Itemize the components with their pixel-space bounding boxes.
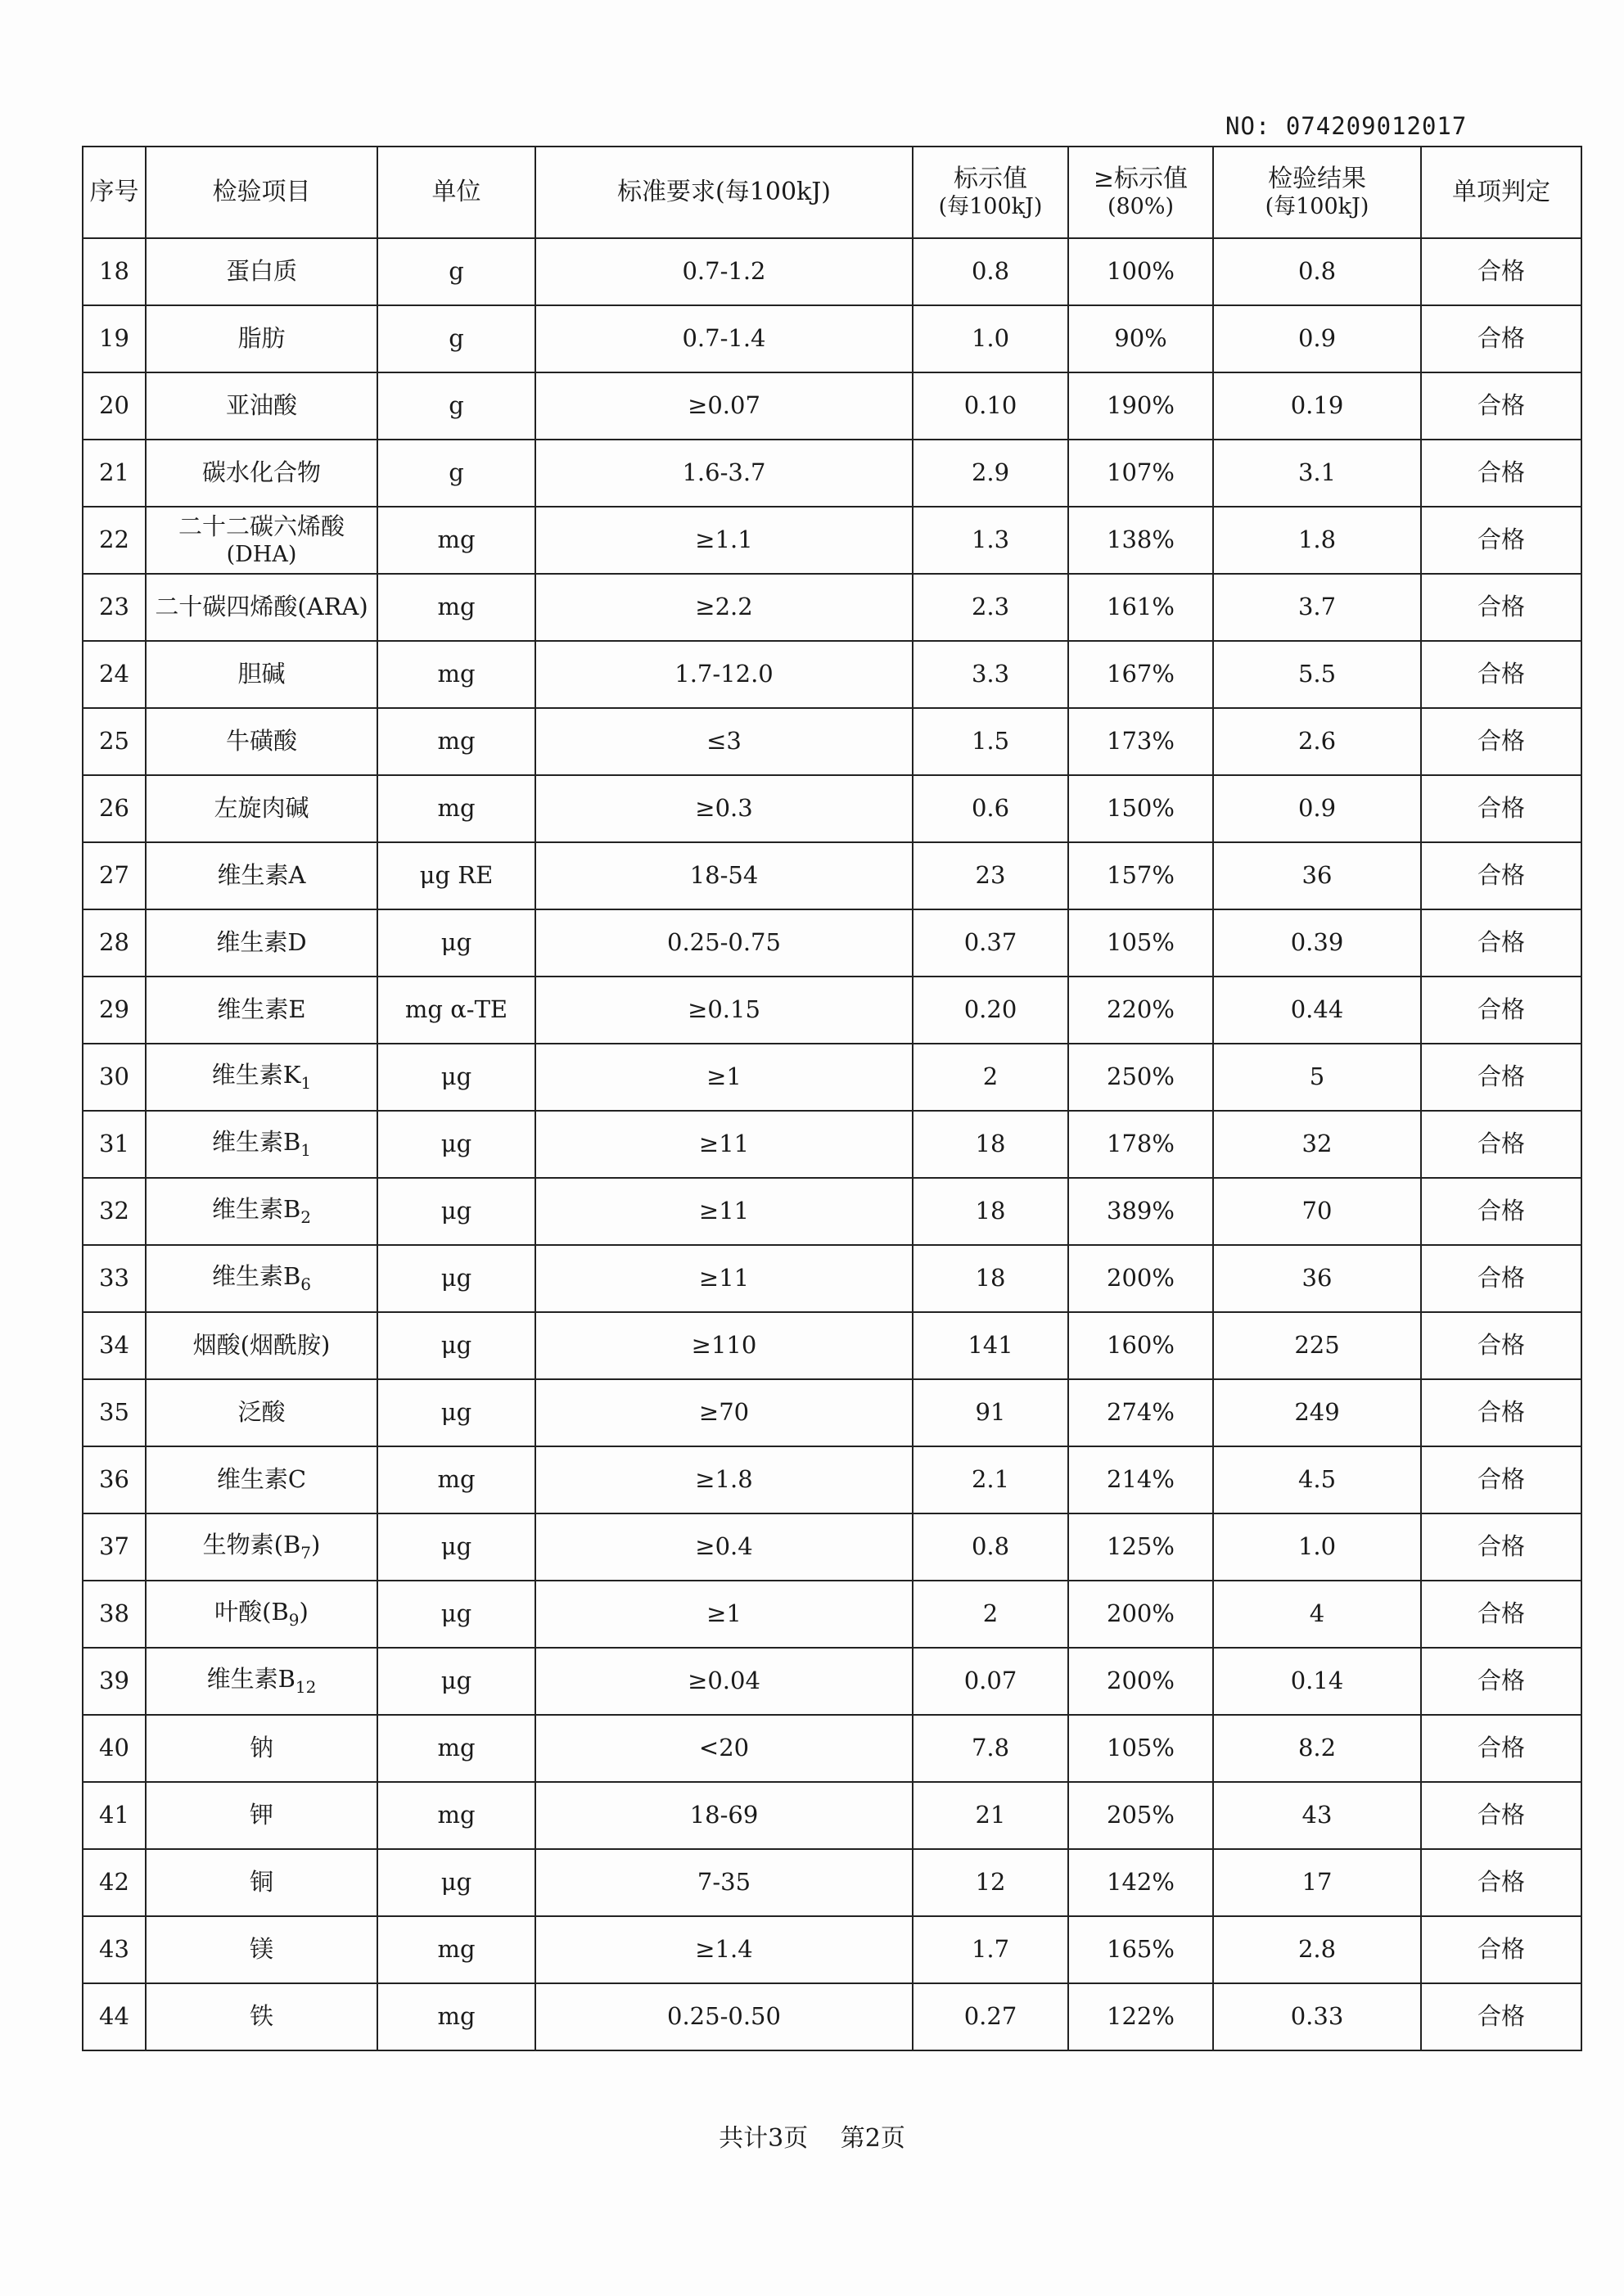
labeled-value-cell: 18 (913, 1178, 1068, 1245)
item-cell (146, 574, 377, 641)
item-cell (146, 1111, 377, 1178)
labeled-value-cell: 0.37 (913, 909, 1068, 977)
item-name: 生物素(B (202, 1531, 301, 1559)
table-row (83, 1916, 1581, 1983)
result-cell: 3.1 (1213, 440, 1421, 507)
header-result-main: 检验结果 (1268, 164, 1366, 193)
unit-cell: μg (377, 1648, 535, 1715)
item-subscript: 9 (288, 1609, 300, 1630)
labeled-value-cell: 1.3 (913, 507, 1068, 574)
item-name: 维生素B (211, 1262, 301, 1291)
ratio-cell: 161% (1068, 574, 1213, 641)
result-cell: 4 (1213, 1581, 1421, 1648)
ratio-cell: 107% (1068, 440, 1213, 507)
item-name: 左旋肉碱 (214, 794, 309, 823)
item-name: 钠 (249, 1734, 273, 1762)
result-cell: 3.7 (1213, 574, 1421, 641)
standard-cell: ≥110 (535, 1312, 913, 1379)
table-row (83, 1312, 1581, 1379)
item-cell (146, 1983, 377, 2050)
ratio-cell: 142% (1068, 1849, 1213, 1916)
seq-cell: 32 (83, 1178, 146, 1245)
unit-cell: g (377, 238, 535, 305)
ratio-cell: 214% (1068, 1446, 1213, 1513)
ratio-cell: 157% (1068, 842, 1213, 909)
header-item: 检验项目 (146, 147, 377, 238)
ratio-cell: 167% (1068, 641, 1213, 708)
verdict-cell: 合格 (1421, 1379, 1581, 1446)
standard-cell: 1.6-3.7 (535, 440, 913, 507)
labeled-value-cell: 0.8 (913, 238, 1068, 305)
table-row (83, 708, 1581, 775)
ratio-cell: 150% (1068, 775, 1213, 842)
labeled-value-cell: 3.3 (913, 641, 1068, 708)
ratio-cell: 274% (1068, 1379, 1213, 1446)
verdict-cell: 合格 (1421, 842, 1581, 909)
standard-cell: ≥0.3 (535, 775, 913, 842)
unit-cell: g (377, 372, 535, 440)
item-cell (146, 1782, 377, 1849)
verdict-cell: 合格 (1421, 775, 1581, 842)
header-ratio-main: ≥标示值 (1093, 164, 1189, 193)
standard-cell: ≥1 (535, 1581, 913, 1648)
item-cell (146, 440, 377, 507)
standard-cell: 7-35 (535, 1849, 913, 1916)
unit-cell: μg (377, 909, 535, 977)
standard-cell: ≥11 (535, 1111, 913, 1178)
seq-cell: 31 (83, 1111, 146, 1178)
labeled-value-cell: 0.8 (913, 1513, 1068, 1581)
result-cell: 36 (1213, 842, 1421, 909)
standard-cell: ≥0.15 (535, 977, 913, 1044)
verdict-cell: 合格 (1421, 1312, 1581, 1379)
seq-cell: 20 (83, 372, 146, 440)
unit-cell: mg (377, 1983, 535, 2050)
standard-cell: 0.7-1.4 (535, 305, 913, 372)
unit-cell: μg (377, 1581, 535, 1648)
table-row (83, 641, 1581, 708)
item-cell (146, 507, 377, 574)
verdict-cell: 合格 (1421, 1245, 1581, 1312)
verdict-cell: 合格 (1421, 507, 1581, 574)
ratio-cell: 138% (1068, 507, 1213, 574)
seq-cell: 29 (83, 977, 146, 1044)
unit-cell: μg (377, 1178, 535, 1245)
verdict-cell: 合格 (1421, 1782, 1581, 1849)
item-cell (146, 238, 377, 305)
result-cell: 32 (1213, 1111, 1421, 1178)
page-footer: 共计3页 第2页 (719, 2124, 905, 2153)
item-name: 维生素B (211, 1128, 301, 1157)
seq-cell: 22 (83, 507, 146, 574)
ratio-cell: 220% (1068, 977, 1213, 1044)
item-name: 胆碱 (237, 660, 286, 688)
standard-cell: ≥1.8 (535, 1446, 913, 1513)
result-cell: 43 (1213, 1782, 1421, 1849)
item-cell (146, 1513, 377, 1581)
labeled-value-cell: 91 (913, 1379, 1068, 1446)
item-name: 钾 (249, 1801, 273, 1829)
unit-cell: mg (377, 507, 535, 574)
table-row (83, 909, 1581, 977)
seq-cell: 27 (83, 842, 146, 909)
result-cell: 1.0 (1213, 1513, 1421, 1581)
seq-cell: 21 (83, 440, 146, 507)
unit-cell: μg (377, 1513, 535, 1581)
seq-cell: 40 (83, 1715, 146, 1782)
item-cell (146, 842, 377, 909)
inspection-results-table (82, 146, 1582, 2051)
header-ratio-sub: (80%) (1107, 193, 1175, 219)
result-cell: 8.2 (1213, 1715, 1421, 1782)
seq-cell: 37 (83, 1513, 146, 1581)
header-labeled-main: 标示值 (954, 164, 1027, 193)
item-name: 铜 (249, 1868, 273, 1897)
header-unit: 单位 (377, 147, 535, 238)
unit-cell: mg (377, 1715, 535, 1782)
ratio-cell: 165% (1068, 1916, 1213, 1983)
item-name-suffix: ) (311, 1531, 321, 1559)
ratio-cell: 100% (1068, 238, 1213, 305)
seq-cell: 18 (83, 238, 146, 305)
labeled-value-cell: 18 (913, 1111, 1068, 1178)
labeled-value-cell: 1.7 (913, 1916, 1068, 1983)
ratio-cell: 160% (1068, 1312, 1213, 1379)
standard-cell: <20 (535, 1715, 913, 1782)
unit-cell: g (377, 440, 535, 507)
table-row (83, 1782, 1581, 1849)
ratio-cell: 178% (1068, 1111, 1213, 1178)
labeled-value-cell: 2 (913, 1581, 1068, 1648)
ratio-cell: 125% (1068, 1513, 1213, 1581)
unit-cell: mg (377, 1916, 535, 1983)
verdict-cell: 合格 (1421, 909, 1581, 977)
labeled-value-cell: 0.20 (913, 977, 1068, 1044)
result-cell: 1.8 (1213, 507, 1421, 574)
header-standard: 标准要求(每100kJ) (535, 147, 913, 238)
unit-cell: mg (377, 775, 535, 842)
item-subscript: 6 (300, 1274, 312, 1294)
item-name: 烟酸(烟酰胺) (192, 1331, 331, 1360)
labeled-value-cell: 18 (913, 1245, 1068, 1312)
standard-cell: ≥11 (535, 1245, 913, 1312)
labeled-value-cell: 2 (913, 1044, 1068, 1111)
item-cell (146, 708, 377, 775)
table-row (83, 440, 1581, 507)
result-cell: 36 (1213, 1245, 1421, 1312)
ratio-cell: 200% (1068, 1245, 1213, 1312)
ratio-cell: 105% (1068, 1715, 1213, 1782)
item-cell (146, 1379, 377, 1446)
verdict-cell: 合格 (1421, 574, 1581, 641)
seq-cell: 43 (83, 1916, 146, 1983)
verdict-cell: 合格 (1421, 1916, 1581, 1983)
ratio-cell: 205% (1068, 1782, 1213, 1849)
result-cell: 0.19 (1213, 372, 1421, 440)
seq-cell: 44 (83, 1983, 146, 2050)
item-name-line2: (DHA) (226, 542, 297, 567)
ratio-cell: 250% (1068, 1044, 1213, 1111)
table-row (83, 1446, 1581, 1513)
seq-cell: 36 (83, 1446, 146, 1513)
result-cell: 0.9 (1213, 305, 1421, 372)
result-cell: 0.8 (1213, 238, 1421, 305)
seq-cell: 25 (83, 708, 146, 775)
item-subscript: 1 (300, 1139, 312, 1160)
item-name: 二十碳四烯酸(ARA) (155, 593, 368, 621)
table-row (83, 1513, 1581, 1581)
result-cell: 0.9 (1213, 775, 1421, 842)
unit-cell: μg (377, 1312, 535, 1379)
table-row (83, 775, 1581, 842)
seq-cell: 28 (83, 909, 146, 977)
item-subscript: 1 (300, 1072, 312, 1093)
item-cell (146, 1245, 377, 1312)
header-seq: 序号 (83, 147, 146, 238)
seq-cell: 33 (83, 1245, 146, 1312)
item-name: 蛋白质 (225, 257, 297, 286)
result-cell: 249 (1213, 1379, 1421, 1446)
ratio-cell: 200% (1068, 1581, 1213, 1648)
item-subscript: 7 (300, 1542, 312, 1563)
item-name: 维生素B (211, 1195, 301, 1224)
item-subscript: 12 (295, 1676, 317, 1697)
labeled-value-cell: 0.10 (913, 372, 1068, 440)
labeled-value-cell: 0.07 (913, 1648, 1068, 1715)
standard-cell: 18-54 (535, 842, 913, 909)
ratio-cell: 190% (1068, 372, 1213, 440)
item-name: 泛酸 (237, 1398, 286, 1427)
ratio-cell: 122% (1068, 1983, 1213, 2050)
seq-cell: 41 (83, 1782, 146, 1849)
table-row (83, 842, 1581, 909)
item-name: 碳水化合物 (201, 458, 321, 487)
verdict-cell: 合格 (1421, 1849, 1581, 1916)
unit-cell: μg (377, 1379, 535, 1446)
item-cell (146, 372, 377, 440)
result-cell: 225 (1213, 1312, 1421, 1379)
result-cell: 2.6 (1213, 708, 1421, 775)
item-name: 维生素E (217, 995, 306, 1024)
verdict-cell: 合格 (1421, 1983, 1581, 2050)
seq-cell: 24 (83, 641, 146, 708)
standard-cell: 1.7-12.0 (535, 641, 913, 708)
verdict-cell: 合格 (1421, 708, 1581, 775)
item-name: 脂肪 (237, 324, 286, 353)
unit-cell: μg (377, 1245, 535, 1312)
item-name: 镁 (249, 1935, 273, 1964)
verdict-cell: 合格 (1421, 977, 1581, 1044)
table-row (83, 574, 1581, 641)
item-cell (146, 1446, 377, 1513)
ratio-cell: 200% (1068, 1648, 1213, 1715)
labeled-value-cell: 1.5 (913, 708, 1068, 775)
result-cell: 2.8 (1213, 1916, 1421, 1983)
table-row (83, 977, 1581, 1044)
labeled-value-cell: 21 (913, 1782, 1068, 1849)
header-labeled-sub: (每100kJ) (938, 193, 1043, 219)
table-row (83, 1581, 1581, 1648)
table-row (83, 1849, 1581, 1916)
unit-cell: g (377, 305, 535, 372)
table-row (83, 1648, 1581, 1715)
standard-cell: ≥11 (535, 1178, 913, 1245)
table-row (83, 1111, 1581, 1178)
verdict-cell: 合格 (1421, 1715, 1581, 1782)
seq-cell: 26 (83, 775, 146, 842)
labeled-value-cell: 0.6 (913, 775, 1068, 842)
table-row (83, 238, 1581, 305)
unit-cell: mg (377, 641, 535, 708)
item-name: 叶酸(B (214, 1598, 289, 1626)
result-cell: 17 (1213, 1849, 1421, 1916)
standard-cell: ≥1.1 (535, 507, 913, 574)
labeled-value-cell: 2.1 (913, 1446, 1068, 1513)
labeled-value-cell: 23 (913, 842, 1068, 909)
standard-cell: ≥1.4 (535, 1916, 913, 1983)
item-name: 维生素C (216, 1465, 307, 1494)
table-row (83, 1245, 1581, 1312)
unit-cell: μg (377, 1111, 535, 1178)
seq-cell: 39 (83, 1648, 146, 1715)
seq-cell: 42 (83, 1849, 146, 1916)
result-cell: 70 (1213, 1178, 1421, 1245)
verdict-cell: 合格 (1421, 1178, 1581, 1245)
verdict-cell: 合格 (1421, 1513, 1581, 1581)
item-name-suffix: ) (299, 1598, 309, 1626)
table-row (83, 1715, 1581, 1782)
standard-cell: 0.25-0.75 (535, 909, 913, 977)
verdict-cell: 合格 (1421, 641, 1581, 708)
table-body (83, 238, 1581, 2050)
table-row (83, 1379, 1581, 1446)
verdict-cell: 合格 (1421, 1581, 1581, 1648)
standard-cell: ≥0.04 (535, 1648, 913, 1715)
standard-cell: ≥0.4 (535, 1513, 913, 1581)
unit-cell: μg (377, 1044, 535, 1111)
labeled-value-cell: 2.9 (913, 440, 1068, 507)
header-result-sub: (每100kJ) (1265, 193, 1369, 219)
item-cell (146, 1648, 377, 1715)
item-cell (146, 1916, 377, 1983)
verdict-cell: 合格 (1421, 1111, 1581, 1178)
table-row (83, 507, 1581, 574)
unit-cell: mg (377, 574, 535, 641)
table-row (83, 372, 1581, 440)
labeled-value-cell: 7.8 (913, 1715, 1068, 1782)
seq-cell: 30 (83, 1044, 146, 1111)
unit-cell: mg (377, 1446, 535, 1513)
item-cell (146, 775, 377, 842)
header-result (1213, 147, 1421, 238)
item-cell (146, 1581, 377, 1648)
seq-cell: 34 (83, 1312, 146, 1379)
item-name: 维生素K (211, 1061, 301, 1089)
item-cell (146, 1715, 377, 1782)
item-cell (146, 1849, 377, 1916)
item-name: 维生素A (217, 861, 306, 890)
verdict-cell: 合格 (1421, 440, 1581, 507)
table-row (83, 1044, 1581, 1111)
header-verdict: 单项判定 (1421, 147, 1581, 238)
verdict-cell: 合格 (1421, 305, 1581, 372)
labeled-value-cell: 141 (913, 1312, 1068, 1379)
standard-cell: ≤3 (535, 708, 913, 775)
result-cell: 5 (1213, 1044, 1421, 1111)
result-cell: 0.33 (1213, 1983, 1421, 2050)
standard-cell: ≥1 (535, 1044, 913, 1111)
ratio-cell: 90% (1068, 305, 1213, 372)
item-cell (146, 909, 377, 977)
standard-cell: ≥2.2 (535, 574, 913, 641)
labeled-value-cell: 12 (913, 1849, 1068, 1916)
item-subscript: 2 (300, 1207, 312, 1227)
unit-cell: μg (377, 1849, 535, 1916)
labeled-value-cell: 1.0 (913, 305, 1068, 372)
item-name: 铁 (249, 2002, 273, 2031)
seq-cell: 23 (83, 574, 146, 641)
ratio-cell: 389% (1068, 1178, 1213, 1245)
verdict-cell: 合格 (1421, 1044, 1581, 1111)
item-cell (146, 641, 377, 708)
ratio-cell: 105% (1068, 909, 1213, 977)
item-cell (146, 977, 377, 1044)
table-row (83, 1178, 1581, 1245)
result-cell: 5.5 (1213, 641, 1421, 708)
item-cell (146, 1312, 377, 1379)
item-name: 亚油酸 (225, 391, 297, 420)
standard-cell: 18-69 (535, 1782, 913, 1849)
report-number: NO: 074209012017 (1225, 112, 1468, 140)
verdict-cell: 合格 (1421, 372, 1581, 440)
result-cell: 4.5 (1213, 1446, 1421, 1513)
table-header-row (83, 147, 1581, 238)
verdict-cell: 合格 (1421, 238, 1581, 305)
header-ratio (1068, 147, 1213, 238)
item-cell (146, 1178, 377, 1245)
result-cell: 0.14 (1213, 1648, 1421, 1715)
item-name: 维生素D (216, 928, 307, 957)
standard-cell: 0.7-1.2 (535, 238, 913, 305)
labeled-value-cell: 0.27 (913, 1983, 1068, 2050)
result-cell: 0.44 (1213, 977, 1421, 1044)
verdict-cell: 合格 (1421, 1446, 1581, 1513)
ratio-cell: 173% (1068, 708, 1213, 775)
labeled-value-cell: 2.3 (913, 574, 1068, 641)
standard-cell: ≥0.07 (535, 372, 913, 440)
item-name: 维生素B (206, 1665, 295, 1694)
table-row (83, 305, 1581, 372)
standard-cell: ≥70 (535, 1379, 913, 1446)
unit-cell: mg (377, 708, 535, 775)
verdict-cell: 合格 (1421, 1648, 1581, 1715)
unit-cell: μg RE (377, 842, 535, 909)
item-name: 牛磺酸 (225, 727, 297, 756)
seq-cell: 38 (83, 1581, 146, 1648)
unit-cell: mg (377, 1782, 535, 1849)
header-labeled (913, 147, 1068, 238)
result-cell: 0.39 (1213, 909, 1421, 977)
item-cell (146, 305, 377, 372)
standard-cell: 0.25-0.50 (535, 1983, 913, 2050)
unit-cell: mg α-TE (377, 977, 535, 1044)
seq-cell: 35 (83, 1379, 146, 1446)
item-name: 二十二碳六烯酸 (178, 512, 345, 540)
table-row (83, 1983, 1581, 2050)
seq-cell: 19 (83, 305, 146, 372)
item-cell (146, 1044, 377, 1111)
